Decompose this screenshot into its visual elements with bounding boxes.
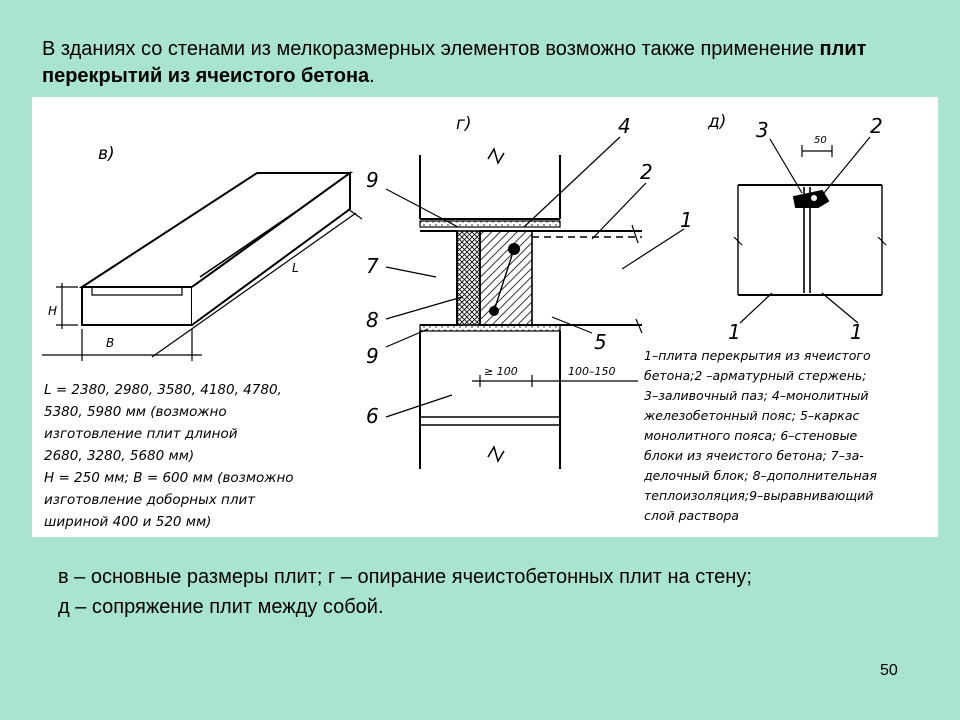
heading-bold-text: плит перекрытий из ячеистого бетона: [42, 38, 867, 87]
panel-v-notes: [44, 382, 294, 530]
callout-7: 7: [366, 254, 379, 278]
callout-4: 4: [618, 114, 631, 138]
callout-1-left: 1: [728, 320, 741, 344]
note-line: 5380, 5980 мм (возможно: [44, 404, 227, 420]
drawing-svg: [32, 97, 938, 537]
heading-text: В зданиях со стенами из мелкоразмерных элементов возможно также применение: [42, 38, 820, 60]
heading-end: .: [369, 65, 375, 87]
note-line: H = 250 мм; B = 600 мм (возможно: [44, 470, 294, 486]
dim-b-label: B: [106, 336, 115, 350]
caption-line: д – сопряжение плит между собой.: [58, 596, 384, 618]
dim-h-label: H: [48, 304, 58, 318]
callout-5: 5: [594, 330, 607, 354]
callout-2: 2: [640, 160, 653, 184]
callout-1: 1: [680, 208, 693, 232]
callout-8: 8: [366, 308, 379, 332]
note-line: 2680, 3280, 5680 мм): [44, 448, 195, 464]
callout-2-d: 2: [870, 114, 883, 138]
legend-line: 1–плита перекрытия из ячеистого: [644, 348, 871, 363]
slide-heading: [42, 36, 922, 90]
panel-d-label: д): [708, 112, 727, 132]
note-line: изготовление доборных плит: [44, 492, 256, 508]
callout-9-bottom: 9: [366, 344, 379, 368]
legend-line: 3–заливочный паз; 4–монолитный: [644, 388, 869, 403]
callout-9-top: 9: [366, 168, 379, 192]
panel-v-label: в): [98, 144, 115, 164]
page-number: 50: [880, 662, 898, 679]
callout-3: 3: [756, 118, 769, 142]
dim-l-label: L: [292, 261, 299, 275]
callout-6: 6: [366, 404, 379, 428]
dim-50: 50: [814, 135, 827, 146]
note-line: шириной 400 и 520 мм): [44, 514, 212, 530]
legend-line: теплоизоляция;9–выравнивающий: [644, 488, 874, 503]
callout-1-right: 1: [850, 320, 863, 344]
caption-line: в – основные размеры плит; г – опирание ячеистобетонных плит на стену;: [58, 566, 752, 588]
legend-line: монолитного пояса; 6–стеновые: [644, 428, 858, 443]
panel-d-callouts: [728, 114, 883, 344]
note-line: изготовление плит длиной: [44, 426, 238, 442]
figure-caption: [58, 562, 918, 622]
technical-drawing: [32, 97, 938, 537]
legend-line: слой раствора: [644, 508, 739, 523]
dim-belt-width: 100–150: [568, 365, 616, 378]
panel-v-slab: [42, 144, 362, 361]
note-line: L = 2380, 2980, 3580, 4180, 4780,: [44, 382, 282, 398]
legend-line: бетона;2 –арматурный стержень;: [644, 368, 867, 383]
dim-min-bearing: ≥ 100: [484, 365, 518, 378]
legend-line: железобетонный пояс; 5–каркас: [644, 408, 860, 423]
legend: [643, 348, 877, 523]
panel-g-label: г): [456, 114, 472, 134]
legend-line: делочный блок; 8–дополнительная: [644, 468, 877, 483]
legend-line: блоки из ячеистого бетона; 7–за-: [644, 448, 864, 463]
panel-d-joint: [707, 112, 886, 323]
